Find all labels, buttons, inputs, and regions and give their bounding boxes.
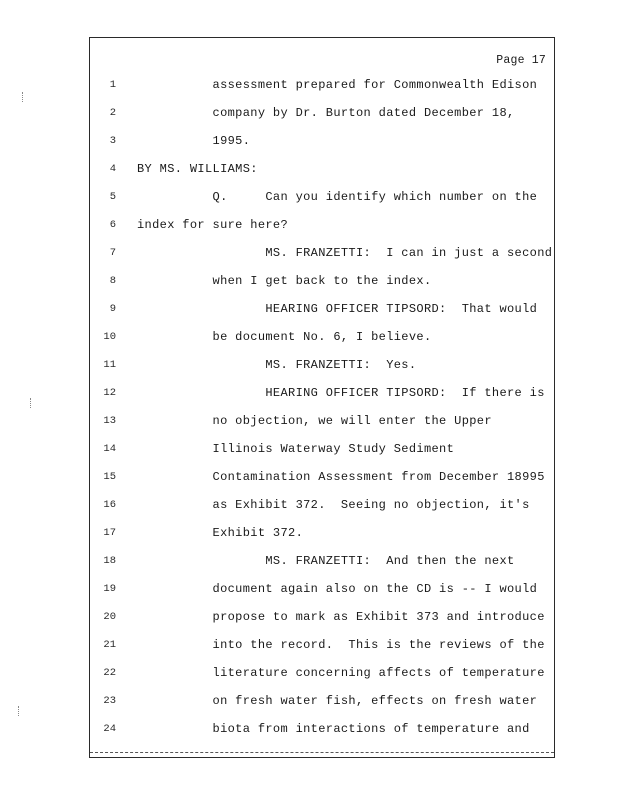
- line-text: HEARING OFFICER TIPSORD: If there is: [137, 386, 545, 400]
- transcript-line: [90, 351, 554, 379]
- line-text: Exhibit 372.: [137, 526, 304, 540]
- line-number: 4: [109, 163, 116, 175]
- margin-mark-bottom: [18, 706, 22, 716]
- line-number: 23: [103, 695, 116, 707]
- transcript-line: [90, 435, 554, 463]
- transcript-line: [90, 99, 554, 127]
- line-text: index for sure here?: [137, 218, 289, 232]
- transcript-page: [89, 37, 555, 758]
- transcript-line: [90, 715, 554, 743]
- transcript-line: [90, 155, 554, 183]
- transcript-line: [90, 127, 554, 155]
- line-text: into the record. This is the reviews of the: [137, 638, 545, 652]
- transcript-line: [90, 323, 554, 351]
- line-number: 5: [109, 191, 116, 203]
- line-number: 18: [103, 555, 116, 567]
- page-number: Page 17: [496, 54, 546, 67]
- transcript-line: [90, 239, 554, 267]
- line-number: 6: [109, 219, 116, 231]
- line-number: 19: [103, 583, 116, 595]
- line-number: 12: [103, 387, 116, 399]
- transcript-lines: [90, 71, 554, 743]
- bottom-rule: [90, 752, 554, 753]
- line-text: HEARING OFFICER TIPSORD: That would: [137, 302, 538, 316]
- line-number: 10: [103, 331, 116, 343]
- line-text: company by Dr. Burton dated December 18,: [137, 106, 515, 120]
- transcript-line: [90, 463, 554, 491]
- line-number: 22: [103, 667, 116, 679]
- line-number: 9: [109, 303, 116, 315]
- line-text: be document No. 6, I believe.: [137, 330, 432, 344]
- transcript-line: [90, 267, 554, 295]
- line-number: 24: [103, 723, 116, 735]
- line-text: no objection, we will enter the Upper: [137, 414, 492, 428]
- line-text: propose to mark as Exhibit 373 and introduce: [137, 610, 545, 624]
- transcript-line: [90, 519, 554, 547]
- line-text: literature concerning affects of temperature: [137, 666, 545, 680]
- line-text: Q. Can you identify which number on the: [137, 190, 538, 204]
- line-number: 7: [109, 247, 116, 259]
- line-number: 20: [103, 611, 116, 623]
- line-number: 16: [103, 499, 116, 511]
- line-text: 1995.: [137, 134, 251, 148]
- transcript-line: [90, 491, 554, 519]
- line-text: MS. FRANZETTI: I can in just a second: [137, 246, 553, 260]
- transcript-line: [90, 547, 554, 575]
- line-number: 15: [103, 471, 116, 483]
- line-text: biota from interactions of temperature and: [137, 722, 530, 736]
- line-number: 21: [103, 639, 116, 651]
- transcript-line: [90, 603, 554, 631]
- line-number: 8: [109, 275, 116, 287]
- margin-mark-top: [22, 92, 26, 102]
- transcript-line: [90, 295, 554, 323]
- line-number: 11: [103, 359, 116, 371]
- line-text: assessment prepared for Commonwealth Edison: [137, 78, 538, 92]
- line-text: Illinois Waterway Study Sediment: [137, 442, 455, 456]
- transcript-line: [90, 631, 554, 659]
- line-text: on fresh water fish, effects on fresh water: [137, 694, 538, 708]
- transcript-line: [90, 379, 554, 407]
- line-text: BY MS. WILLIAMS:: [137, 162, 258, 176]
- line-text: MS. FRANZETTI: And then the next: [137, 554, 515, 568]
- transcript-line: [90, 71, 554, 99]
- line-number: 17: [103, 527, 116, 539]
- line-text: document again also on the CD is -- I would: [137, 582, 538, 596]
- line-number: 1: [109, 79, 116, 91]
- transcript-line: [90, 659, 554, 687]
- margin-mark-middle: [30, 398, 34, 408]
- transcript-line: [90, 407, 554, 435]
- transcript-line: [90, 211, 554, 239]
- transcript-line: [90, 183, 554, 211]
- line-text: when I get back to the index.: [137, 274, 432, 288]
- line-number: 2: [109, 107, 116, 119]
- line-text: as Exhibit 372. Seeing no objection, it's: [137, 498, 530, 512]
- line-text: MS. FRANZETTI: Yes.: [137, 358, 417, 372]
- line-number: 13: [103, 415, 116, 427]
- transcript-line: [90, 687, 554, 715]
- line-text: Contamination Assessment from December 18995: [137, 470, 545, 484]
- line-number: 3: [109, 135, 116, 147]
- line-number: 14: [103, 443, 116, 455]
- transcript-line: [90, 575, 554, 603]
